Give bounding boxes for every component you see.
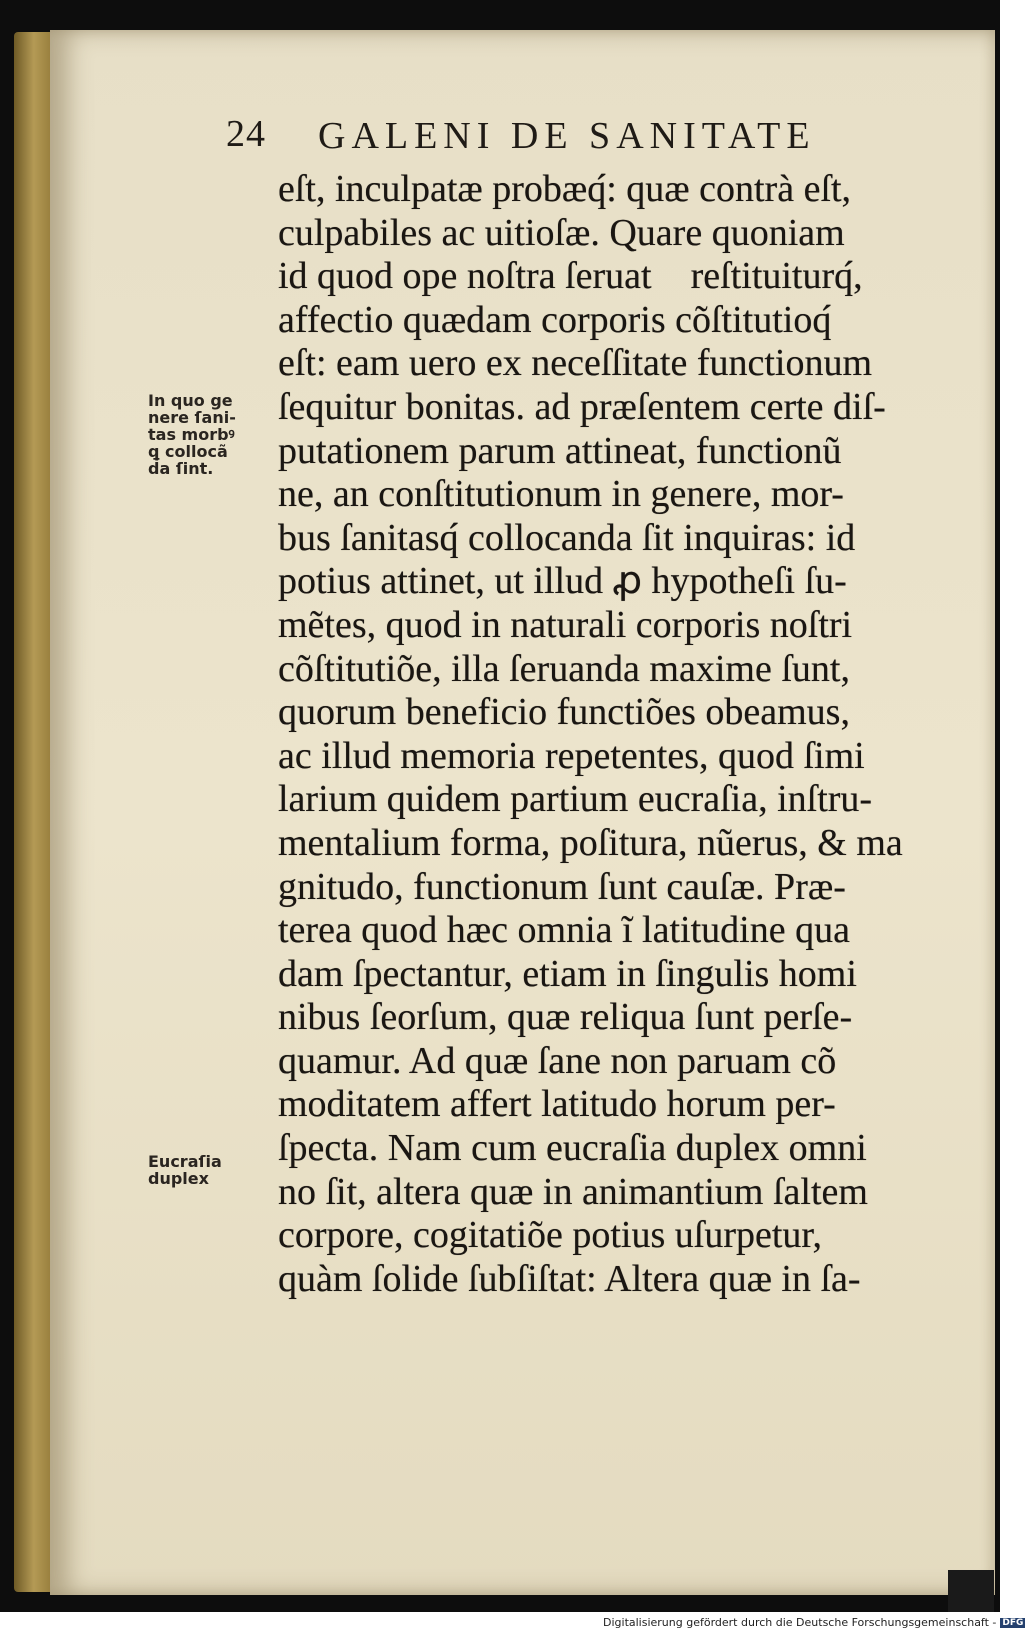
page-clip (948, 1570, 994, 1612)
text-line: affectio quædam corporis cõſtitutioq́ (278, 298, 832, 341)
dfg-logo: DFG (1002, 1618, 1024, 1628)
text-line: larium quidem partium eucraſia, inſtru- (278, 778, 873, 821)
text-line: potius attinet, ut illud ꝓ hypotheſi ſu- (278, 560, 847, 603)
text-line: corpore, cogitatiõe potius uſurpetur, (278, 1214, 823, 1257)
body-text (278, 168, 903, 1301)
text-line: quàm ſolide ſubſiſtat: Altera quæ in ſa- (278, 1257, 861, 1300)
marginal-line: duplex (148, 1169, 209, 1188)
text-line: moditatem affert latitudo horum per- (278, 1083, 836, 1126)
text-line: terea quod hæc omnia ĩ latitudine qua (278, 909, 850, 952)
credit-text: Digitalisierung gefördert durch die Deutsche Forschungsgemeinschaft - (603, 1616, 997, 1629)
text-line: eſt, inculpatæ probæq́: quæ contrà eſt, (278, 168, 852, 210)
marginal-line: Eucraſia (148, 1152, 222, 1171)
text-line: eſt: eam uero ex neceſſitate functionum (278, 342, 873, 385)
marginal-line: nere ſani- (148, 408, 236, 427)
text-line: quorum beneficio functiões obeamus, (278, 691, 850, 734)
footer-credit (603, 1616, 1025, 1632)
text-line: ſequitur bonitas. ad præſentem certe diſ- (278, 385, 886, 428)
text-line: culpabiles ac uitioſæ. Quare quoniam (278, 211, 845, 254)
marginal-note (148, 1153, 268, 1187)
page-number: 24 (226, 113, 266, 155)
text-line: no ſit, altera quæ in animantium ſaltem (278, 1170, 868, 1213)
text-line: dam ſpectantur, etiam in ſingulis homi (278, 952, 857, 995)
text-line: mẽtes, quod in naturali corporis noſtri (278, 603, 853, 646)
text-line: ac illud memoria repetentes, quod ſimi (278, 734, 865, 777)
marginal-note (148, 392, 268, 477)
marginal-line: ꝗ collocã (148, 442, 228, 461)
text-line: mentalium forma, poſitura, nũerus, & ma (278, 821, 903, 864)
running-title: GALENI DE SANITATE (318, 115, 816, 157)
page-header (226, 112, 876, 168)
text-line: cõſtitutiõe, illa ſeruanda maxime ſunt, (278, 647, 850, 690)
text-line: bus ſanitasq́ collocanda ſit inquiras: id (278, 516, 856, 559)
text-line: gnitudo, functionum ſunt cauſæ. Præ- (278, 865, 846, 908)
text-line: quamur. Ad quæ ſane non paruam cõ (278, 1039, 837, 1082)
text-line: ſpecta. Nam cum eucraſia duplex omni (278, 1127, 867, 1170)
marginal-line: tas morbꝰ (148, 425, 235, 444)
text-line: nibus ſeorſum, quæ reliqua ſunt perſe- (278, 996, 853, 1039)
text-line: id quod ope noſtra ſeruatᷓ reſtituiturq́, (278, 255, 863, 298)
marginal-line: In quo ge (148, 391, 233, 410)
text-line: putationem parum attineat, functionũ (278, 429, 842, 472)
text-line: ne, an conſtitutionum in genere, mor- (278, 473, 844, 516)
marginal-line: da ſint. (148, 459, 214, 478)
